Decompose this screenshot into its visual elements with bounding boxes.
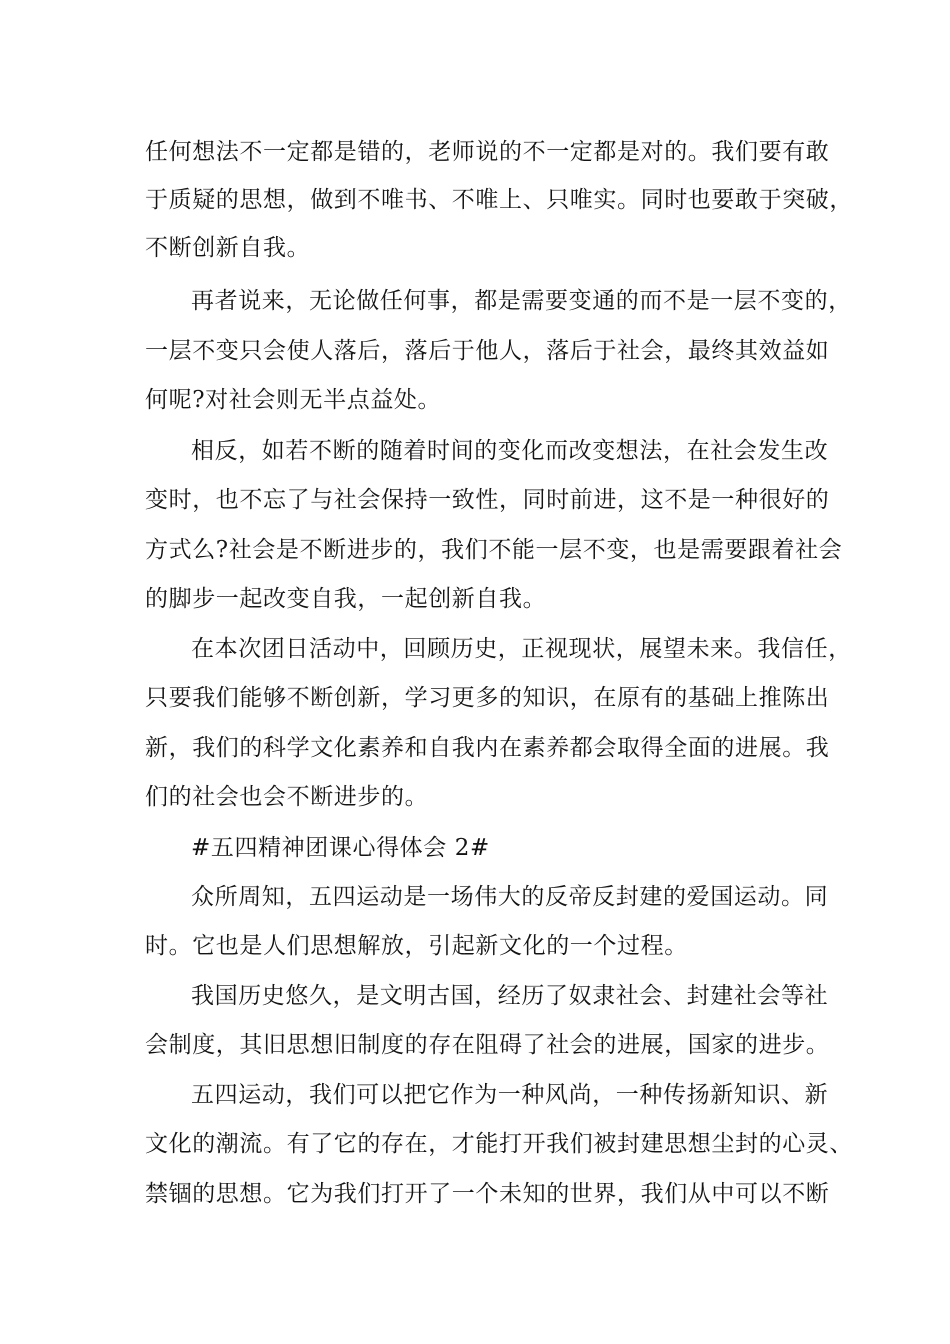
- text-line: 五四运动，我们可以把它作为一种风尚，一种传扬新知识、新: [191, 1082, 829, 1108]
- text-line: 文化的潮流。有了它的存在，才能打开我们被封建思想尘封的心灵、: [145, 1131, 853, 1157]
- text-line: 于质疑的思想，做到不唯书、不唯上、只唯实。同时也要敢于突破，: [145, 187, 853, 213]
- text-line: 方式么?社会是不断进步的，我们不能一层不变，也是需要跟着社会: [145, 537, 843, 563]
- text-line: 禁锢的思想。它为我们打开了一个未知的世界，我们从中可以不断: [145, 1181, 830, 1207]
- text-line: 相反，如若不断的随着时间的变化而改变想法，在社会发生改: [191, 438, 829, 464]
- text-line: 们的社会也会不断进步的。: [145, 784, 429, 810]
- text-line: 只要我们能够不断创新，学习更多的知识，在原有的基础上推陈出: [145, 685, 830, 711]
- text-line: 的脚步一起改变自我，一起创新自我。: [145, 586, 547, 612]
- text-line: 我国历史悠久，是文明古国，经历了奴隶社会、封建社会等社: [191, 983, 829, 1009]
- text-line: 在本次团日活动中，回顾历史，正视现状，展望未来。我信任，: [191, 636, 852, 662]
- text-line: 任何想法不一定都是错的，老师说的不一定都是对的。我们要有敢: [145, 139, 830, 165]
- text-line: 变时，也不忘了与社会保持一致性，同时前进，这不是一种很好的: [145, 487, 830, 513]
- section-heading: #五四精神团课心得体会 2#: [191, 835, 490, 861]
- text-line: 再者说来，无论做任何事，都是需要变通的而不是一层不变的，: [191, 288, 852, 314]
- text-line: 不断创新自我。: [145, 235, 311, 261]
- text-line: 会制度，其旧思想旧制度的存在阻碍了社会的进展，国家的进步。: [145, 1032, 830, 1058]
- text-line: 时。它也是人们思想解放，引起新文化的一个过程。: [145, 933, 688, 959]
- text-line: 众所周知，五四运动是一场伟大的反帝反封建的爱国运动。同: [191, 884, 829, 910]
- text-line: 一层不变只会使人落后，落后于他人，落后于社会，最终其效益如: [145, 338, 830, 364]
- text-line: 何呢?对社会则无半点益处。: [145, 387, 442, 413]
- text-line: 新，我们的科学文化素养和自我内在素养都会取得全面的进展。我: [145, 735, 830, 761]
